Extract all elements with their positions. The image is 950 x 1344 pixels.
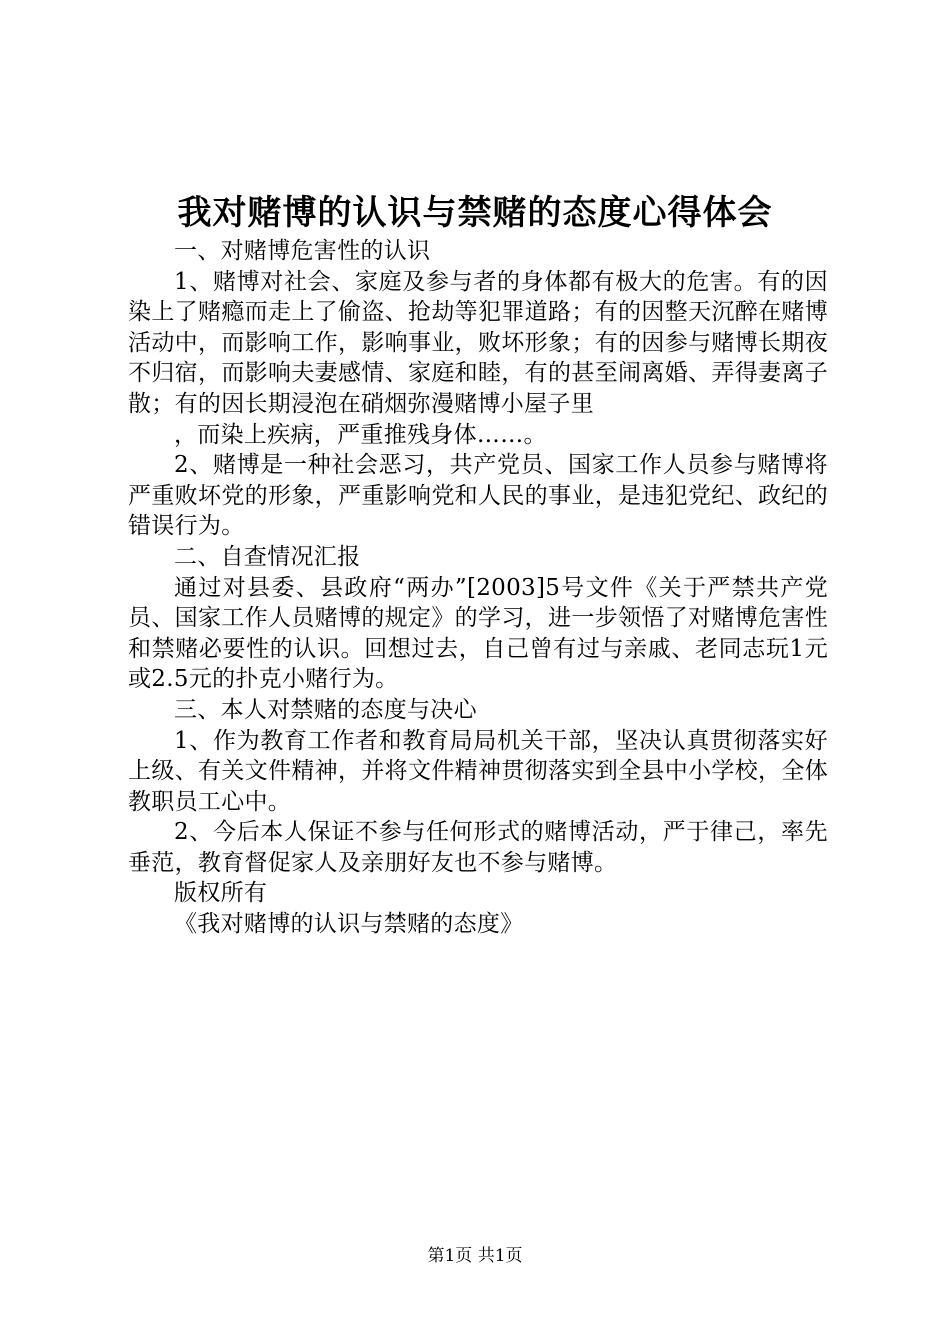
section-heading-attitude: 三、本人对禁赌的态度与决心	[174, 696, 477, 723]
copyright-notice: 版权所有	[174, 880, 268, 907]
section-heading-harm: 一、对赌博危害性的认识	[174, 238, 431, 264]
paragraph-attitude-1: 1、作为教育工作者和教育局局机关干部，坚决认真贯彻落实好上级、有关文件精神，并将文件精神贯彻落实到全县中小学校，全体教职员工心中。	[128, 727, 828, 815]
paragraph-attitude-2: 2、今后本人保证不参与任何形式的赌博活动，严于律己，率先垂范，教育督促家人及亲朋好友也不参与赌博。	[128, 819, 828, 876]
document-source-title: 《我对赌博的认识与禁赌的态度》	[174, 911, 524, 938]
paragraph-self-check: 通过对县委、县政府“两办”[2003]5号文件《关于严禁共产党员、国家工作人员赌博的规定》的学习，进一步领悟了对赌博危害性和禁赌必要性的认识。回想过去，自己曾有过与亲戚、老同志玩1元或2.5元的扑克小赌行为。	[128, 574, 828, 693]
section-heading-self-check: 二、自查情况汇报	[174, 543, 361, 570]
paragraph-harm-1: 1、赌博对社会、家庭及参与者的身体都有极大的危害。有的因染上了赌瘾而走上了偷盗、抢劫等犯罪道路；有的因整天沉醉在赌博活动中，而影响工作，影响事业，败坏形象；有的因参与赌博长期夜不归宿，而影响夫妻感情、家庭和睦，有的甚至闹离婚、弄得妻离子散；有的因长期浸泡在硝烟弥漫赌博小屋子里	[128, 268, 828, 417]
paragraph-harm-1-continued: ，而染上疾病，严重推残身体……。	[174, 421, 547, 448]
document-title: 我对赌博的认识与禁赌的态度心得体会	[177, 193, 773, 233]
paragraph-harm-2: 2、赌博是一种社会恶习，共产党员、国家工作人员参与赌博将严重败坏党的形象，严重影响党和人民的事业，是违犯党纪、政纪的错误行为。	[128, 452, 828, 540]
page-indicator: 第1页 共1页	[427, 1246, 523, 1266]
document-body	[128, 236, 828, 940]
